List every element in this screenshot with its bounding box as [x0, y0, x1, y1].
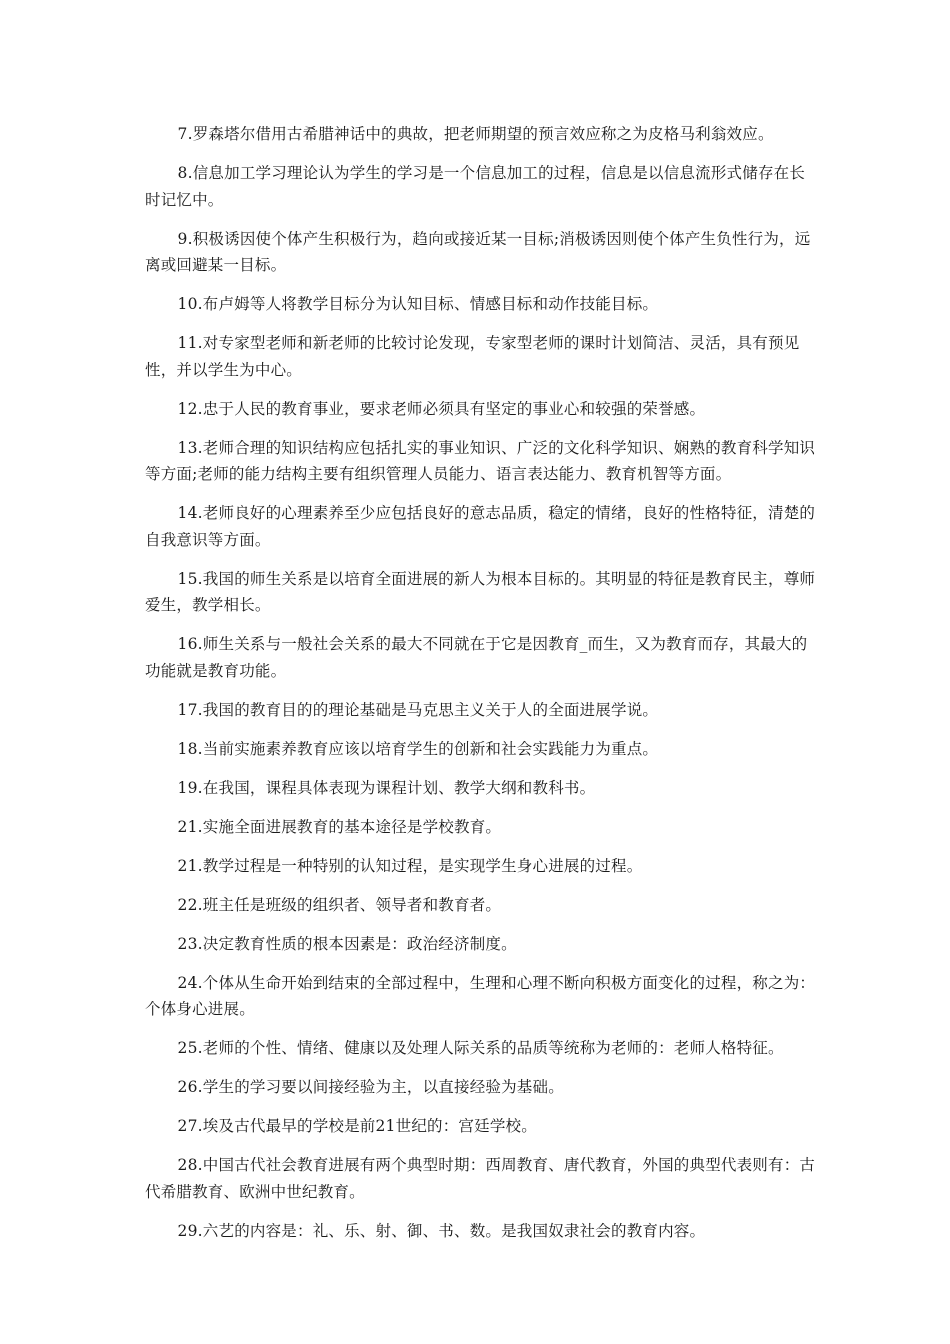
paragraph-7: 7.罗森塔尔借用古希腊神话中的典故，把老师期望的预言效应称之为皮格马利翁效应。 — [177, 125, 774, 143]
paragraph-10: 10.布卢姆等人将教学目标分为认知目标、情感目标和动作技能目标。 — [177, 295, 659, 313]
paragraph-24: 24.个体从生命开始到结束的全部过程中，生理和心理不断向积极方面变化的过程，称之为：个体身心进展。 — [145, 973, 816, 1018]
paragraph-17: 17.我国的教育目的的理论基础是马克思主义关于人的全面进展学说。 — [177, 700, 659, 719]
paragraph-16: 16.师生关系与一般社会关系的最大不同就在于它是因教育_而生，又为教育而存，其最大的功能就是教育功能。 — [145, 635, 808, 680]
paragraph-27: 27.埃及古代最早的学校是前21世纪的：宫廷学校。 — [177, 1117, 537, 1135]
paragraph-22: 22.班主任是班级的组织者、领导者和教育者。 — [177, 895, 502, 914]
paragraph-9: 9.积极诱因使个体产生积极行为，趋向或接近某一目标;消极诱因则使个体产生负性行为，远离或回避某一目标。 — [145, 229, 811, 274]
paragraph-29: 29.六艺的内容是：礼、乐、射、御、书、数。是我国奴隶社会的教育内容。 — [177, 1221, 706, 1240]
paragraph-13: 13.老师合理的知识结构应包括扎实的事业知识、广泛的文化科学知识、娴熟的教育科学知识等方面;老师的能力结构主要有组织管理人员能力、语言表达能力、教育机智等方面。 — [145, 438, 816, 483]
paragraph-26: 26.学生的学习要以间接经验为主，以直接经验为基础。 — [177, 1078, 564, 1096]
paragraph-14: 14.老师良好的心理素养至少应包括良好的意志品质，稳定的情绪，良好的性格特征，清楚的自我意识等方面。 — [145, 504, 816, 549]
paragraph-25: 25.老师的个性、情绪、健康以及处理人际关系的品质等统称为老师的：老师人格特征。 — [177, 1039, 784, 1057]
paragraph-21a: 21.实施全面进展教育的基本途径是学校教育。 — [177, 817, 502, 836]
paragraph-8: 8.信息加工学习理论认为学生的学习是一个信息加工的过程，信息是以信息流形式储存在长时记忆中。 — [145, 164, 806, 209]
paragraph-18: 18.当前实施素养教育应该以培育学生的创新和社会实践能力为重点。 — [177, 739, 659, 758]
paragraph-19: 19.在我国，课程具体表现为课程计划、教学大纲和教科书。 — [177, 778, 596, 797]
paragraph-28: 28.中国古代社会教育进展有两个典型时期：西周教育、唐代教育，外国的典型代表则有：古代希腊教育、欧洲中世纪教育。 — [145, 1156, 816, 1201]
paragraph-21b: 21.教学过程是一种特别的认知过程，是实现学生身心进展的过程。 — [177, 856, 643, 875]
document-body — [145, 121, 817, 1257]
paragraph-23: 23.决定教育性质的根本因素是：政治经济制度。 — [177, 934, 517, 953]
paragraph-11: 11.对专家型老师和新老师的比较讨论发现，专家型老师的课时计划简洁、灵活，具有预见性，并以学生为中心。 — [145, 334, 800, 379]
paragraph-12: 12.忠于人民的教育事业，要求老师必须具有坚定的事业心和较强的荣誉感。 — [177, 399, 706, 418]
paragraph-15: 15.我国的师生关系是以培育全面进展的新人为根本目标的。其明显的特征是教育民主，尊师爱生，教学相长。 — [145, 569, 816, 614]
